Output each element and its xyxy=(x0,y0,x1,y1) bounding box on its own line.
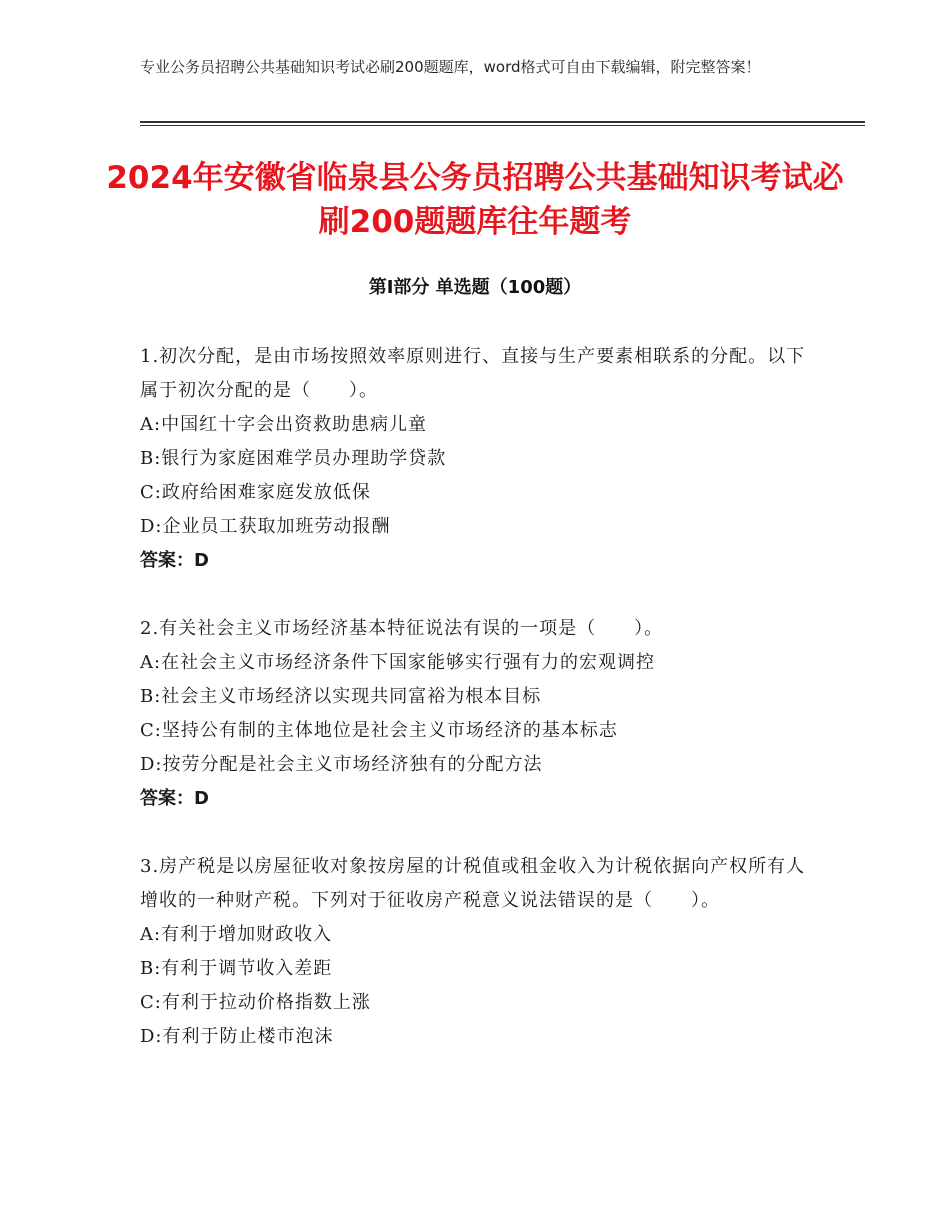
option-a: A:中国红十字会出资救助患病儿童 xyxy=(140,414,428,435)
option-a: A:有利于增加财政收入 xyxy=(140,924,333,945)
option-c: C:有利于拉动价格指数上涨 xyxy=(140,992,371,1013)
question-2 xyxy=(140,612,820,816)
document-title: 2024年安徽省临泉县公务员招聘公共基础知识考试必刷200题题库往年题考 xyxy=(106,160,844,240)
option-b: B:有利于调节收入差距 xyxy=(140,958,333,979)
question-stem: 2.有关社会主义市场经济基本特征说法有误的一项是（ ）。 xyxy=(140,618,664,639)
section-title: 第Ⅰ部分 单选题（100题） xyxy=(368,277,582,298)
option-d: D:企业员工获取加班劳动报酬 xyxy=(140,516,391,537)
option-d: D:按劳分配是社会主义市场经济独有的分配方法 xyxy=(140,754,543,775)
question-1 xyxy=(140,340,820,578)
option-b: B:社会主义市场经济以实现共同富裕为根本目标 xyxy=(140,686,542,707)
option-c: C:坚持公有制的主体地位是社会主义市场经济的基本标志 xyxy=(140,720,618,741)
header-rule-thick xyxy=(140,121,865,123)
header-note: 专业公务员招聘公共基础知识考试必刷200题题库，word格式可自由下载编辑，附完整答案！ xyxy=(140,58,761,76)
answer: 答案：D xyxy=(140,550,209,571)
question-stem: 1.初次分配，是由市场按照效率原则进行、直接与生产要素相联系的分配。以下属于初次分配的是（ ）。 xyxy=(140,346,806,401)
question-stem: 3.房产税是以房屋征收对象按房屋的计税值或租金收入为计税依据向产权所有人增收的一种财产税。下列对于征收房产税意义说法错误的是（ ）。 xyxy=(140,856,806,911)
question-list xyxy=(140,340,820,1088)
header-rule-thin xyxy=(140,125,865,126)
answer: 答案：D xyxy=(140,788,209,809)
option-a: A:在社会主义市场经济条件下国家能够实行强有力的宏观调控 xyxy=(140,652,656,673)
option-c: C:政府给困难家庭发放低保 xyxy=(140,482,371,503)
option-d: D:有利于防止楼市泡沫 xyxy=(140,1026,334,1047)
question-3 xyxy=(140,850,820,1054)
option-b: B:银行为家庭困难学员办理助学贷款 xyxy=(140,448,447,469)
